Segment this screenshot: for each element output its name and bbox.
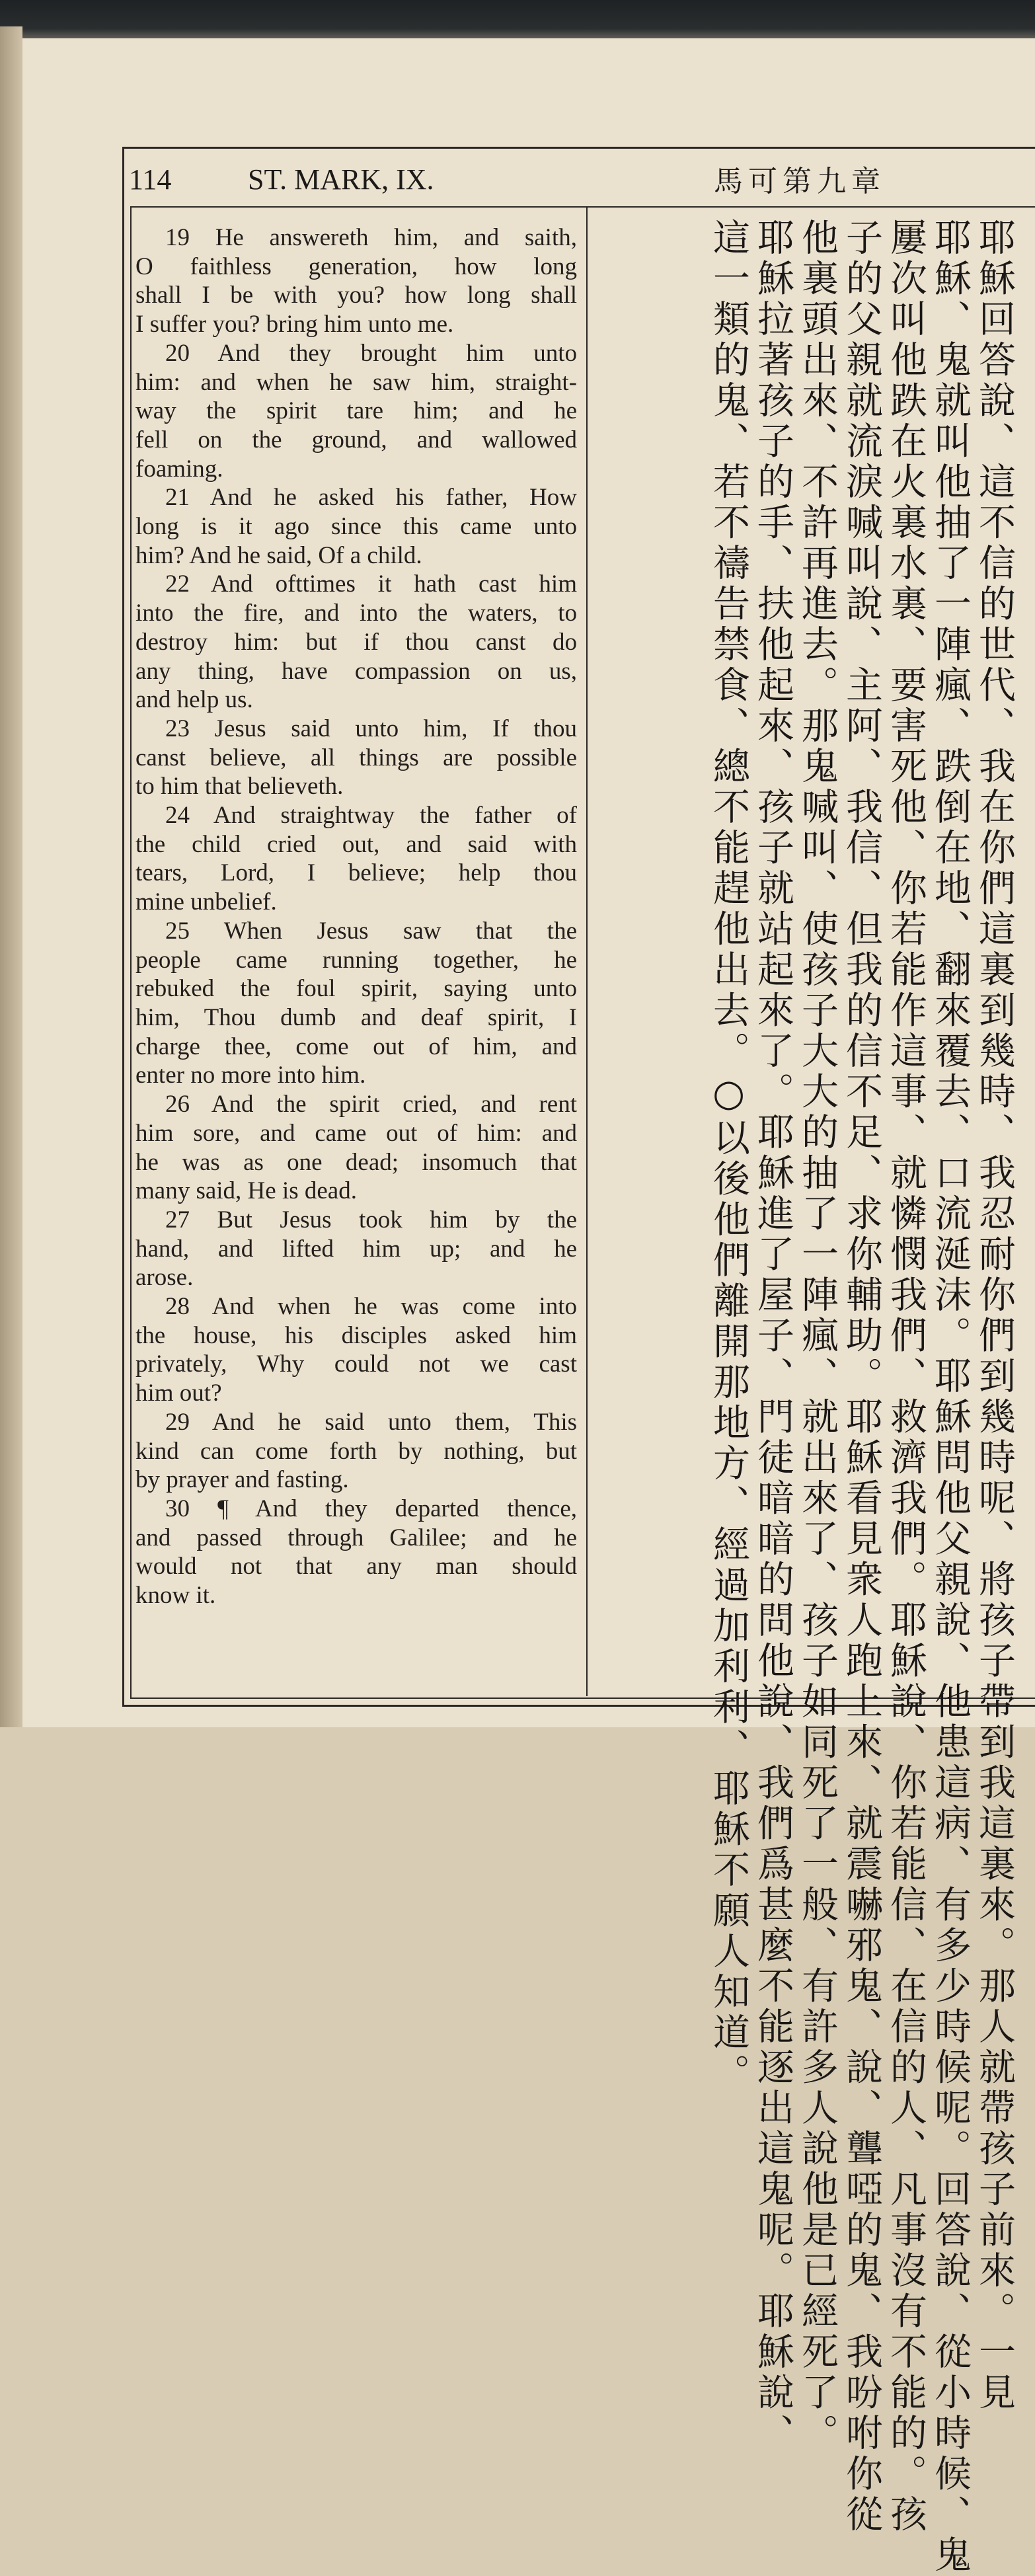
english-line: destroy him: but if thou canst do (135, 628, 577, 656)
english-line: 27 But Jesus took him by the (165, 1206, 577, 1233)
english-line: to him that believeth. (135, 773, 344, 800)
chinese-line: 這一類的鬼、若不禱告禁食、總不能趕他出去。○以後他們離開那地方、經過加利利、耶穌不願人知道。 (707, 218, 750, 2094)
english-line: mine unbelief. (135, 888, 277, 916)
chinese-line: 耶穌回答說、這不信的世代、我在你們這裏到幾時、我忍耐你們到幾時呢、將孩子帶到我這裏來。那人就帶孩子前來。一見 (973, 218, 1016, 2413)
english-line: O faithless generation, how long (135, 253, 577, 280)
english-line: any thing, have compassion on us, (135, 657, 577, 685)
column-divider (586, 206, 588, 1696)
scan-top-edge (0, 0, 1035, 41)
english-line: into the fire, and into the waters, to (135, 600, 577, 627)
page-number: 114 (129, 163, 172, 196)
english-line: would not that any man should (135, 1553, 577, 1581)
english-line: 29 And he said unto them, This (165, 1408, 577, 1436)
english-line: 30 ¶ And they departed thence, (165, 1495, 577, 1522)
chinese-line: 屢次叫他跌在火裏水裏、要害死他、你若能作這事、就憐憫我們、救濟我們。耶穌說、你若能信、在信的人、凡事沒有不能的。孩 (884, 218, 927, 2536)
english-line: 19 He answereth him, and saith, (165, 224, 577, 251)
english-line: him, Thou dumb and deaf spirit, I (135, 1003, 577, 1031)
english-line: I suffer you? bring him unto me. (135, 311, 454, 338)
english-line: him: and when he saw him, straight- (135, 368, 577, 396)
english-title: ST. MARK, IX. (248, 163, 434, 196)
scan-left-edge (0, 26, 22, 1727)
chinese-text-column (594, 218, 1016, 2576)
english-line: arose. (135, 1264, 194, 1292)
english-line: tears, Lord, I believe; help thou (135, 859, 577, 887)
chinese-line: 耶穌拉著孩子的手、扶他起來、孩子就站起來了。耶穌進了屋子、門徒暗暗的問他說、我們爲甚麼不能逐出這鬼呢。耶穌說、 (751, 218, 794, 2454)
english-line: fell on the ground, and wallowed (135, 426, 577, 453)
english-line: he was as one dead; insomuch that (135, 1148, 577, 1176)
english-line: kind can come forth by nothing, but (135, 1437, 577, 1465)
chinese-title: 馬可第九章 (714, 165, 886, 198)
english-line: foaming. (135, 455, 223, 483)
english-line: long is it ago since this came unto (135, 513, 577, 541)
english-line: 24 And straightway the father of (165, 802, 577, 830)
english-line: and help us. (135, 686, 253, 714)
english-line: hand, and lifted him up; and he (135, 1235, 577, 1263)
english-line: him? And he said, Of a child. (135, 541, 422, 569)
english-line: 28 And when he was come into (165, 1293, 577, 1321)
english-line: the child cried out, and said with (135, 830, 577, 858)
running-header-english (129, 161, 525, 198)
english-line: 22 And ofttimes it hath cast him (165, 570, 577, 598)
english-line: 25 When Jesus saw that the (165, 917, 577, 945)
english-line: know it. (135, 1582, 216, 1610)
english-line: by prayer and fasting. (135, 1466, 349, 1494)
english-line: way the spirit tare him; and he (135, 397, 577, 425)
english-line: enter no more into him. (135, 1062, 366, 1089)
english-line: people came running together, he (135, 946, 577, 974)
english-line: canst believe, all things are possible (135, 744, 577, 771)
english-line: rebuked the foul spirit, saying unto (135, 975, 577, 1003)
english-line: 21 And he asked his father, How (165, 484, 577, 512)
chinese-line: 他裏頭出來、不許再進去。那鬼喊叫、使孩子大大的抽了一陣瘋、就出來了、孩子如同死了一般、有許多人說他是已經死了。 (796, 218, 839, 2454)
english-line: privately, Why could not we cast (135, 1350, 577, 1378)
english-line: shall I be with you? how long shall (135, 282, 577, 309)
english-line: 26 And the spirit cried, and rent (165, 1091, 577, 1118)
english-text-column (135, 223, 577, 1698)
english-line: him sore, and came out of him: and (135, 1119, 577, 1147)
english-line: many said, He is dead. (135, 1177, 357, 1205)
chinese-line: 子的父親就流淚喊叫說、主阿、我信、但我的信不足、求你輔助。耶穌看見衆人跑上來、就震嚇邪鬼、說、聾啞的鬼、我吩咐你從 (840, 218, 883, 2536)
english-line: charge thee, come out of him, and (135, 1033, 577, 1060)
english-line: the house, his disciples asked him (135, 1321, 577, 1349)
english-line: and passed through Galilee; and he (135, 1524, 577, 1551)
english-line: 23 Jesus said unto him, If thou (165, 715, 577, 742)
chinese-line: 耶穌、鬼就叫他抽了一陣瘋、跌倒在地、翻來覆去、口流涎沫。耶穌問他父親說、他患這病、有多少時候呢。回答說、從小時候、鬼 (929, 218, 972, 2576)
english-line: 20 And they brought him unto (165, 339, 577, 367)
english-line: him out? (135, 1380, 222, 1407)
